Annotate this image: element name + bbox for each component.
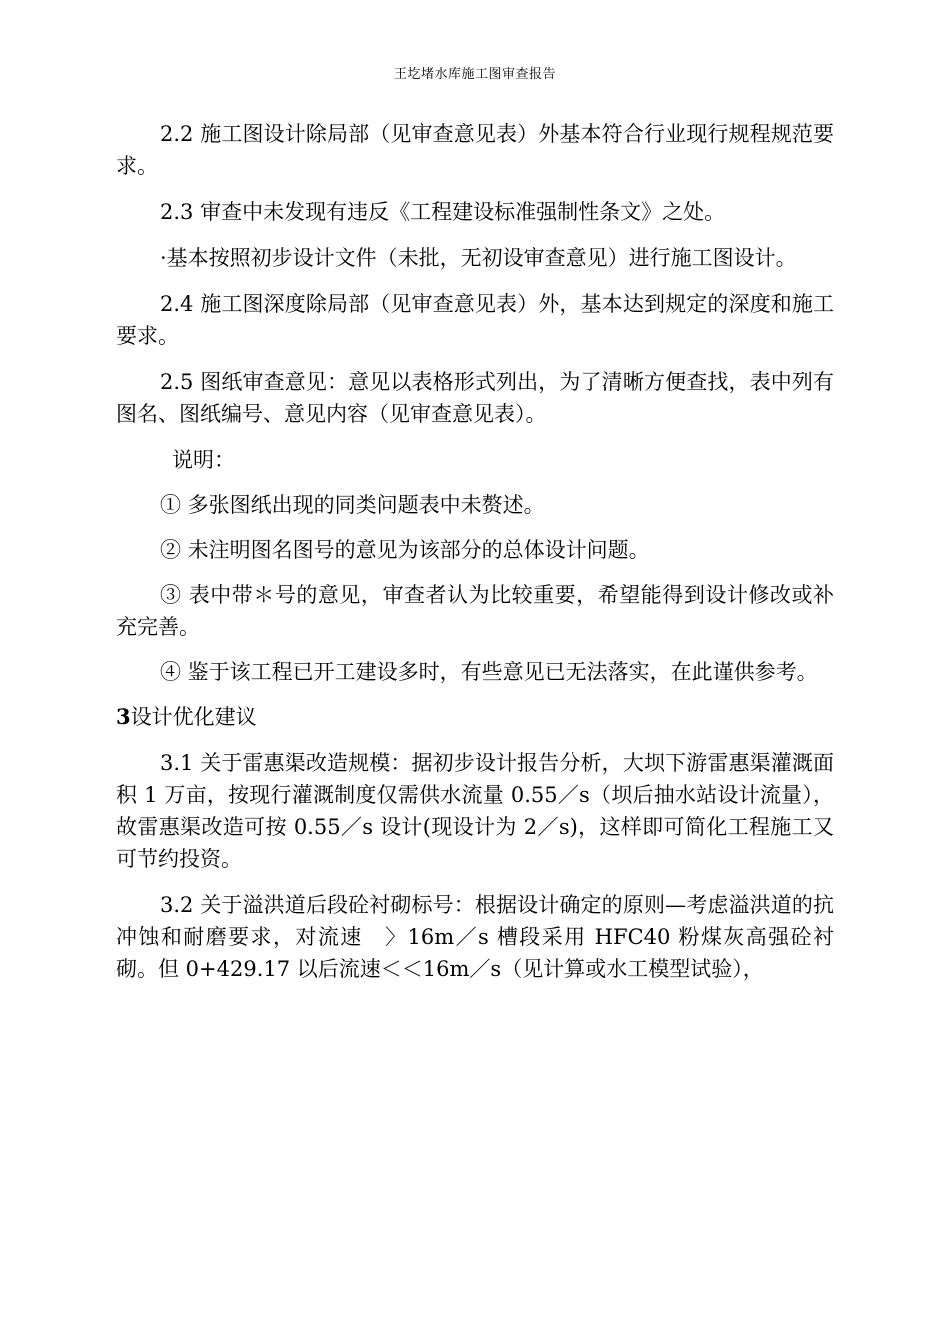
note-label: 说明： xyxy=(172,448,235,472)
section-3-number: 3 xyxy=(116,704,131,729)
paragraph-2-4: 2.4 施工图深度除局部（见审查意见表）外，基本达到规定的深度和施工要求。 xyxy=(116,292,834,348)
paragraph-2-5: 2.5 图纸审查意见：意见以表格形式列出，为了清晰方便查找，表中列有图名、图纸编号、意见内容（见审查意见表）。 xyxy=(116,370,834,426)
note-item-3: ③ 表中带＊号的意见，审查者认为比较重要，希望能得到设计修改或补充完善。 xyxy=(116,583,834,639)
paragraph-3-1: 3.1 关于雷惠渠改造规模：据初步设计报告分析，大坝下游雷惠渠灌溉面积 1 万亩，按现行灌溉制度仅需供水流量 0.55／s（坝后抽水站设计流量），故雷惠渠改造可按 0.55／s 设计(现设计为 2／s)，这样即可简化工程施工又可节约投资。 xyxy=(116,751,834,871)
section-3-title: 设计优化建议 xyxy=(130,705,257,729)
note-item-4: ④ 鉴于该工程已开工建设多时，有些意见已无法落实，在此谨供参考。 xyxy=(160,660,818,684)
document-body xyxy=(116,118,834,999)
note-item-1: ① 多张图纸出现的同类问题表中未赘述。 xyxy=(160,493,545,517)
note-item-2: ② 未注明图名图号的意见为该部分的总体设计问题。 xyxy=(160,538,650,562)
paragraph-2-3: 2.3 审查中未发现有违反《工程建设标准强制性条文》之处。 xyxy=(160,200,726,224)
section-3-heading xyxy=(116,701,834,733)
paragraph-2-2: 2.2 施工图设计除局部（见审查意见表）外基本符合行业现行规程规范要求。 xyxy=(116,122,834,178)
page-header: 王圪堵水库施工图审查报告 xyxy=(393,67,556,82)
paragraph-bullet: ·基本按照初步设计文件（未批，无初设审查意见）进行施工图设计。 xyxy=(160,246,797,270)
paragraph-3-2: 3.2 关于溢洪道后段砼衬砌标号：根据设计确定的原则—考虑溢洪道的抗冲蚀和耐磨要求，对流速 〉16m／s 槽段采用 HFC40 粉煤灰高强砼衬砌。但 0+429.17 以后流速＜＜16m／s（见计算或水工模型试验）， xyxy=(116,893,834,981)
